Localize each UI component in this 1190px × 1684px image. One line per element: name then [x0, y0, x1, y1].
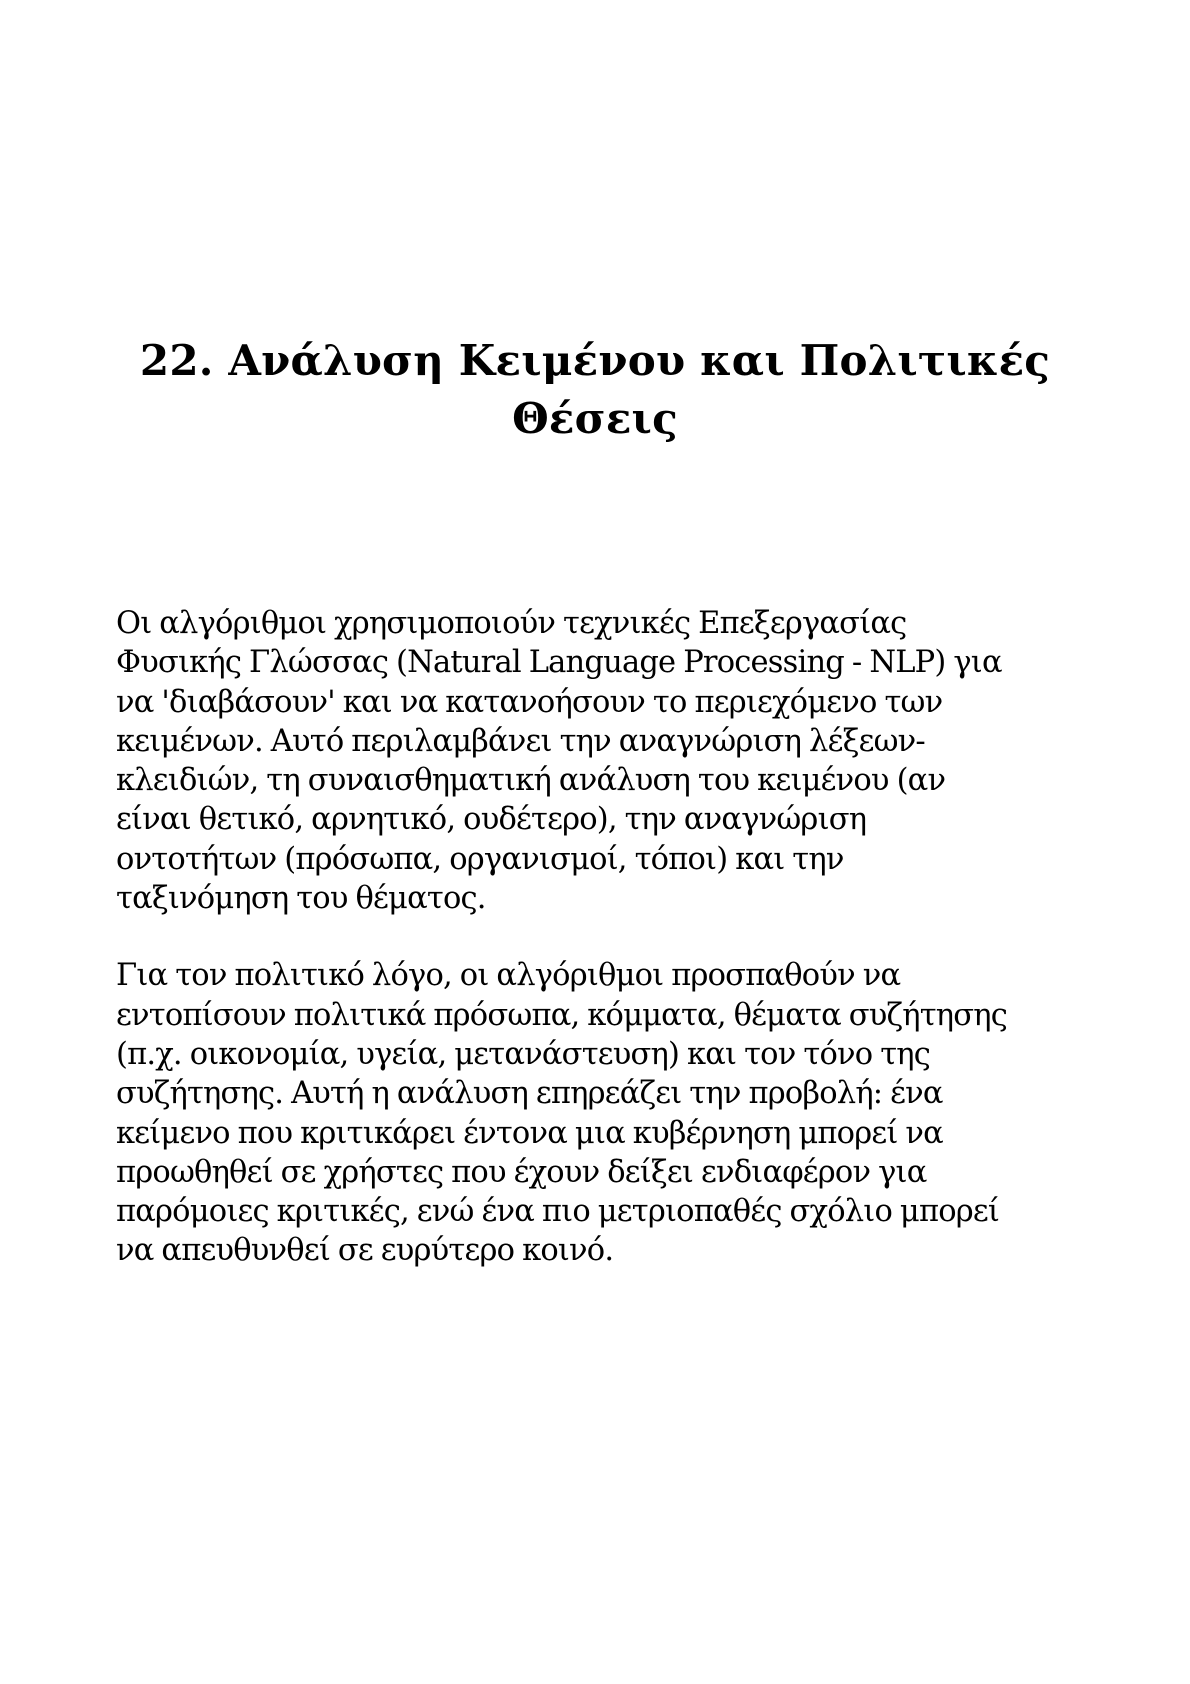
text-line: να 'διαβάσουν' και να κατανοήσουν το περιεχόμενο των — [116, 684, 943, 720]
text-line: παρόμοιες κριτικές, ενώ ένα πιο μετριοπαθές σχόλιο μπορεί — [116, 1194, 1000, 1230]
text-line: (π.χ. οικονομία, υγεία, μετανάστευση) και τον τόνο της — [116, 1036, 931, 1072]
text-line: είναι θετικό, αρνητικό, ουδέτερο), την αναγνώριση — [116, 802, 867, 838]
text-line: κείμενο που κριτικάρει έντονα μια κυβέρνηση μπορεί να — [116, 1115, 943, 1151]
text-line: ταξινόμηση του θέματος. — [116, 881, 486, 917]
page-title — [115, 332, 1075, 448]
text-line: συζήτησης. Αυτή η ανάλυση επηρεάζει την προβολή: ένα — [116, 1076, 943, 1112]
text-line: Για τον πολιτικό λόγο, οι αλγόριθμοι προσπαθούν να — [116, 958, 901, 994]
text-line: να απευθυνθεί σε ευρύτερο κοινό. — [116, 1233, 614, 1269]
title-line-2: Θέσεις — [512, 394, 678, 443]
text-line: κλειδιών, τη συναισθηματική ανάλυση του κειμένου (αν — [116, 763, 946, 799]
body-text — [116, 604, 1096, 1309]
text-line: οντοτήτων (πρόσωπα, οργανισμοί, τόποι) και την — [116, 841, 844, 877]
title-line-1: 22. Ανάλυση Κειμένου και Πολιτικές — [139, 336, 1051, 385]
text-line: προωθηθεί σε χρήστες που έχουν δείξει ενδιαφέρον για — [116, 1154, 927, 1190]
text-line: Φυσικής Γλώσσας (Natural Language Processing - NLP) για — [116, 645, 1002, 681]
paragraph-political-discourse — [116, 956, 1096, 1270]
paragraph-nlp-techniques — [116, 604, 1096, 918]
text-line: εντοπίσουν πολιτικά πρόσωπα, κόμματα, θέματα συζήτησης — [116, 997, 1008, 1033]
text-line: κειμένων. Αυτό περιλαμβάνει την αναγνώριση λέξεων- — [116, 723, 925, 759]
text-line: Οι αλγόριθμοι χρησιμοποιούν τεχνικές Επεξεργασίας — [116, 606, 907, 641]
